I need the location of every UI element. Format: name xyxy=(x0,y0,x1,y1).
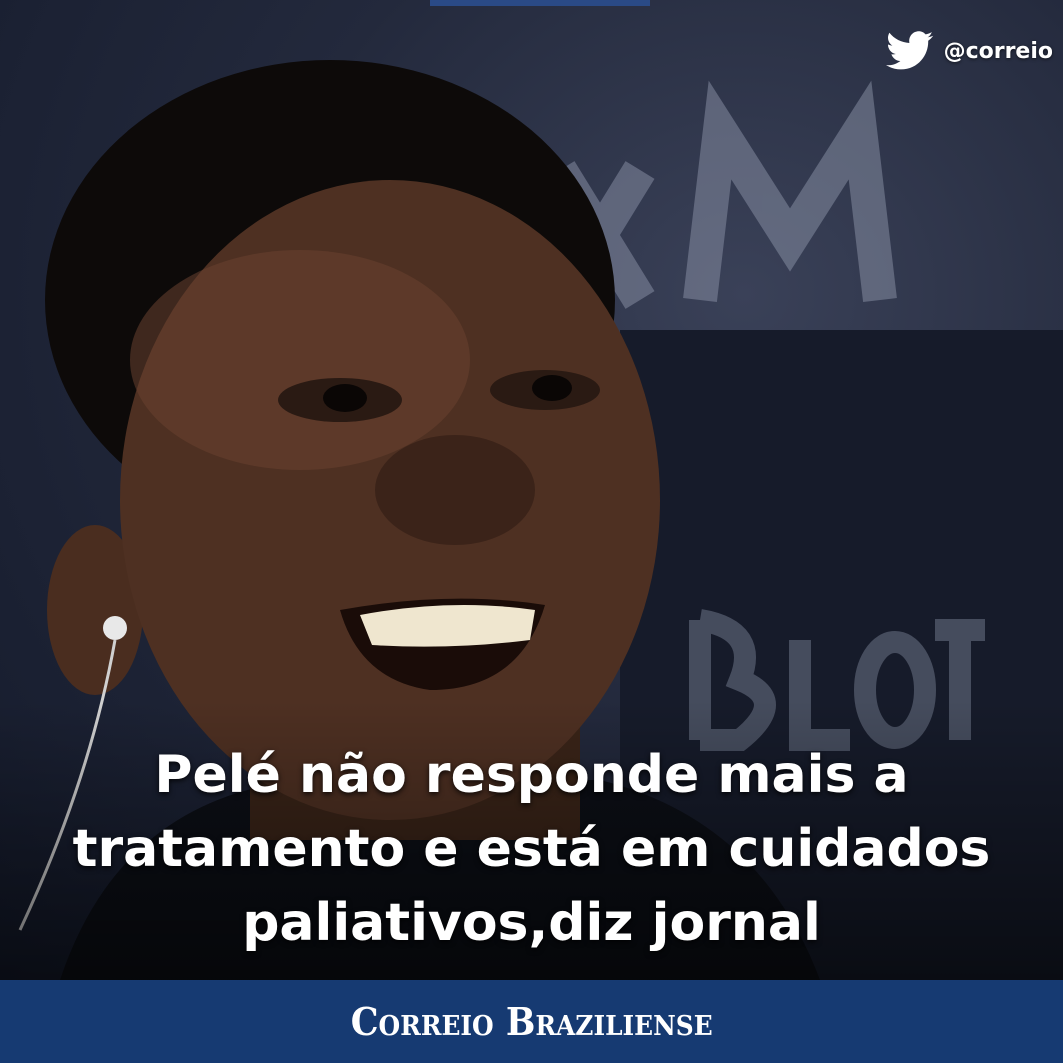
social-handle-text: @correio xyxy=(943,38,1053,64)
brand-logo: Correio Braziliense xyxy=(350,999,713,1044)
right-pupil xyxy=(532,375,572,401)
footer-bar xyxy=(0,980,1063,1063)
headline-line-1: Pelé não responde mais a xyxy=(154,745,909,805)
headline xyxy=(0,738,1063,960)
forehead-highlight xyxy=(130,250,470,470)
teeth xyxy=(360,605,535,647)
nose xyxy=(375,435,535,545)
earphone xyxy=(103,616,127,640)
headline-line-3: paliativos,diz jornal xyxy=(242,893,821,953)
headline-line-2: tratamento e está em cuidados xyxy=(72,819,991,879)
twitter-bird-icon xyxy=(886,30,934,72)
social-handle xyxy=(886,30,1053,72)
top-accent-strip xyxy=(430,0,650,6)
left-pupil xyxy=(323,384,367,412)
